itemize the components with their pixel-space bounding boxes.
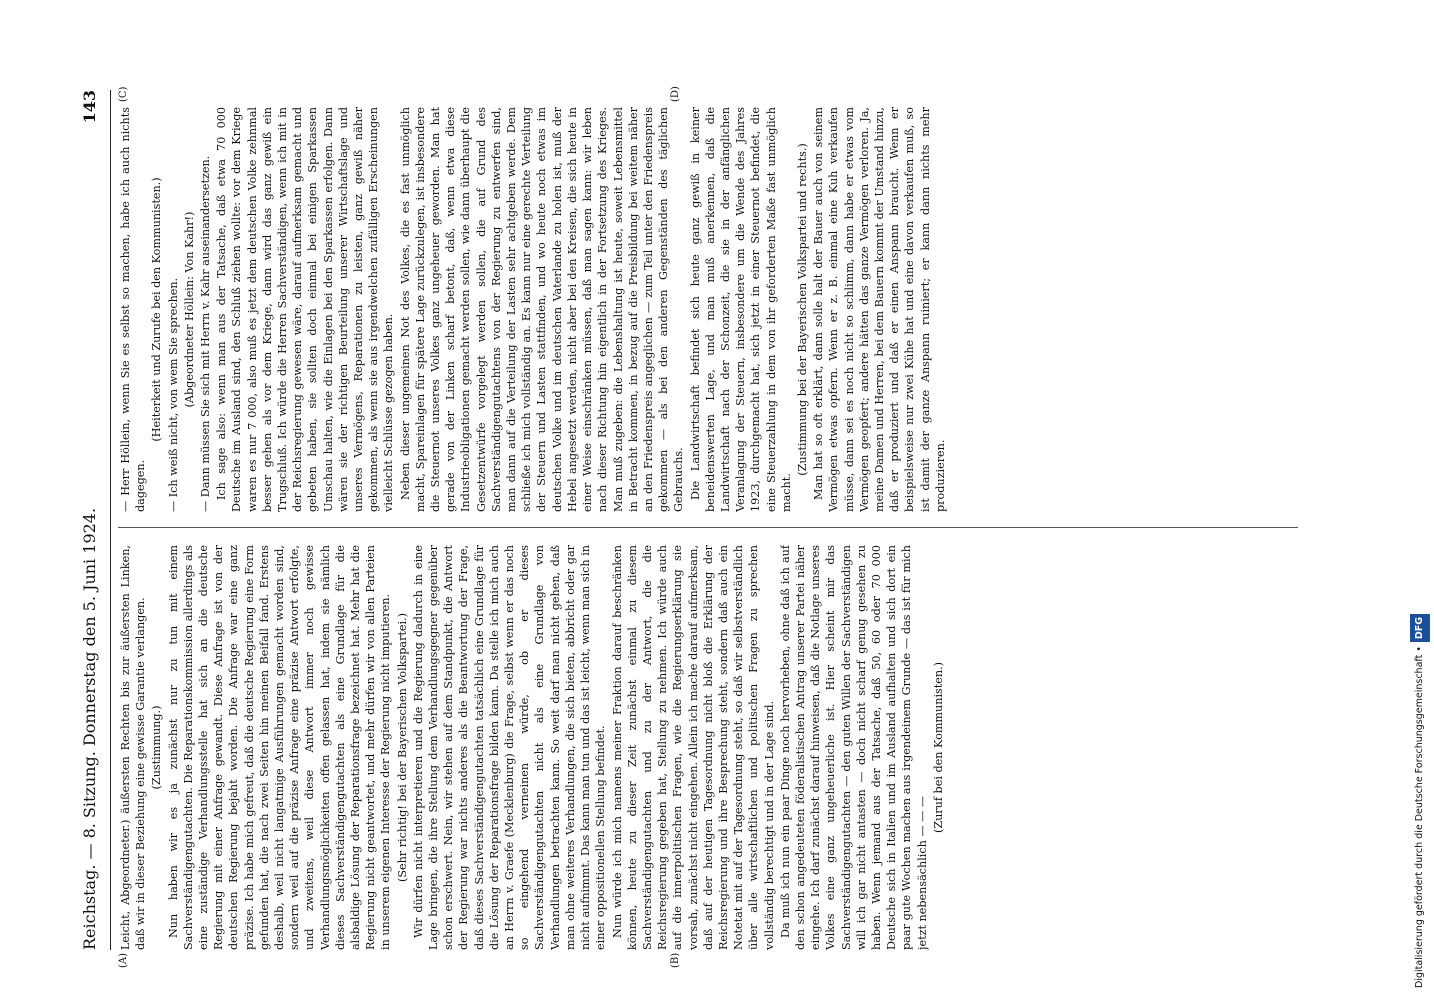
paragraph: Neben dieser ungemeinen Not des Volkes, die es fast unmöglich macht, Spareinlagen für spätere Lage zurückzulegen, ist insbesondere die Steuernot unseres Volkes ganz ungeheuer geworden. Man hat gerade von der Linken scharf betont, daß, wenn etwa diese Industrieobligationen gemacht werden sollen, wie dann überhaupt die Gesetzentwürfe vorgelegt werden sollen, die auf Grund des Sachverständigengutachtens von der Regierung zu entwerfen sind, man dann auf die Verteilung der Lasten sehr achtgeben werde. Dem schließe ich mich vollständig an. Es kann nur eine gerechte Verteilung der Steuern und Lasten stattfinden, und wo heute noch etwas im deutschen Volke und im deutschen Vaterlande zu holen ist, muß der Hebel angesetzt werden, nicht aber bei den Kreisen, die sich heute in einer Weise einschränken müssen, daß man sagen kann: wir leben nach dieser Richtung hin eigentlich in der Fortsetzung des Krieges. Man muß zugeben: die Lebenshaltung ist heute, soweit Lebensmittel in Betracht kommen, in bezug auf die Preisbildung bei weitem näher an den Friedenspreis angeglichen — zum Teil unter den Friedenspreis gekommen — als bei den anderen Gegenständen des täglichen Gebrauchs. bbox=[398, 107, 686, 512]
page-header bbox=[70, 90, 111, 950]
credit-text: Digitalisierung gefördert durch die Deutsche Forschungsgemeinschaft • bbox=[1414, 646, 1425, 988]
margin-marker-a: (A) bbox=[118, 952, 129, 968]
paragraph: Man hat so oft erklärt, dann solle halt der Bauer auch von seinem Vermögen etwas opfern. Wenn er z. B. einmal eine Kuh verkaufen müsse, dann sei es noch nicht so schlimm, dann habe er etwas vom Vermögen geopfert; andere hätten das ganze Vermögen verloren. Ja, meine Damen und Herren, bei dem Bauern kommt der Umstand hinzu, daß er produziert und daß er einen Anspann braucht. Wenn er beispielsweise nur zwei Kühe hat und eine davon verkaufen muß, so ist damit der ganze Anspann ruiniert; er kann dann nichts mehr produzieren. bbox=[812, 107, 947, 512]
paragraph: Leicht, Abgeordneter.) äußersten Rechten bis zur äußersten Linken, daß wir in dieser Beziehung eine gewisse Garantie verlangen. bbox=[119, 545, 148, 950]
paragraph: Wir dürfen nicht interpretieren und die Regierung dadurch in eine Lage bringen, die ihre Stellung dem Verhandlungsgegner gegenüber schon erschwert. Nein, wir stehen auf dem Standpunkt, die Antwort der Regierung war nichts anderes als die Beantwortung der Frage, daß dieses Sachverständigengutachten tatsächlich eine Grundlage für die Lösung der Reparationsfrage bilden kann. Da stelle ich mich auch an Herrn v. Graefe (Mecklenburg) die Frage, selbst wenn er das noch so eingehend verneinen würde, ob er dieses Sachverständigengutachten nicht als eine Grundlage von Verhandlungen betrachten kann. So weit darf man nicht gehen, daß man ohne weiteres Verhandlungen, die sich bieten, abbricht oder gar nicht aufnimmt. Das kann man tun und das ist leicht, wenn man sich in einer oppositionellen Stellung befindet. bbox=[411, 545, 608, 950]
paragraph: Ich sage also: wenn man aus der Tatsache, daß etwa 70 000 Deutsche im Ausland sind, den Schluß ziehen wollte: vor dem Kriege waren es nur 7 000, also muß es jetzt dem deutschen Volke zehnmal besser gehen als vor dem Kriege, dann wird das ganz gewiß ein Trugschluß. Ich würde die Herren Sachverständigen, wenn ich mit in der Reichsregierung gewesen wäre, darauf aufmerksam gemacht und gebeten haben, sie sollten doch einmal bei einigen Sparkassen Umschau halten, wie die Einlagen bei den Sparkassen erfolgen. Dann wären sie der richtigen Beurteilung unserer Wirtschaftslage und unseres Vermögens, Reparationen zu leisten, ganz gewiß näher gekommen, als wenn sie aus irgendwelchen zufälligen Erscheinungen vielleicht Schlüsse gezogen haben. bbox=[215, 107, 396, 512]
page-number: 143 bbox=[80, 90, 99, 124]
dfg-logo: DFG bbox=[1410, 614, 1430, 642]
interjection: (Zustimmung bei der Bayerischen Volkspartei und rechts.) bbox=[795, 143, 809, 476]
running-head: Reichstag. — 8. Sitzung. Donnerstag den 5. Juni 1924. bbox=[80, 507, 99, 950]
right-text-column bbox=[118, 107, 1308, 512]
paragraph: Die Landwirtschaft befindet sich heute ganz gewiß in keiner beneidenswerten Lage, und man muß anerkennen, daß die Landwirtschaft nach der Schonzeit, die sie in der anfänglichen Veranlagung der Steuern, insbesondere um die Wende des Jahres 1923, durchgemacht hat, sich jetzt in einer Steuernot befindet, die eine Steuerzahlung in dem von ihr geforderten Maße fast unmöglich macht. bbox=[688, 107, 793, 512]
interjection: (Heiterkeit und Zurufe bei den Kommunisten.) bbox=[150, 177, 164, 442]
left-text-column bbox=[118, 545, 1308, 950]
paragraph: — Herr Höllein, wenn Sie es selbst so machen, habe ich auch nichts dagegen. bbox=[119, 107, 148, 512]
margin-marker-b: (B) bbox=[670, 952, 681, 968]
interjection: (Zuruf bei den Kommunisten.) bbox=[931, 661, 945, 834]
interjection: (Zustimmung.) bbox=[150, 705, 164, 790]
digitization-credit bbox=[1410, 8, 1432, 993]
interjection: (Sehr richtig! bei der Bayerischen Volkspartei.) bbox=[395, 612, 409, 883]
rotated-journal-page bbox=[70, 86, 1320, 968]
interjection: (Abgeordneter Höllein: Von Kahr!) bbox=[182, 211, 196, 408]
paragraph: Nun haben wir es ja zunächst nur zu tun mit einem Sachverständigengutachten. Die Reparationskommission allerdings als eine zuständige Verhandlungsstelle hat sich an die deutsche Regierung mit einer Anfrage gewandt. Diese Anfrage ist von der deutschen Regierung bejaht worden. Die Anfrage war eine ganz präzise. Ich habe mich gefreut, daß die deutsche Regierung eine Form gefunden hat, die nach zwei Seiten hin meinen Beifall fand. Erstens deshalb, weil nicht langatmige Ausführungen gemacht worden sind, sondern weil auf die präzise Anfrage eine präzise Antwort erfolgte, und zweitens, weil diese Antwort immer noch gewisse Verhandlungsmöglichkeiten offen gelassen hat, indem sie nämlich dieses Sachverständigengutachten als eine Grundlage für die alsbaldige Lösung der Reparationsfrage bezeichnet hat. Mehr hat die Regierung nicht geantwortet, und mehr dürfen wir von allen Parteien in unserem eigenen Interesse der Regierung nicht imputieren. bbox=[166, 545, 393, 950]
paragraph: Nun würde ich mich namens meiner Fraktion darauf beschränken können, heute zu dieser Zeit zunächst einmal zu diesem Sachverständigengutachten und zu der Antwort, die die Reichsregierung gegeben hat, Stellung zu nehmen. Ich würde auch auf die innerpolitischen Fragen, wie die Regierungserklärung sie vorsah, zunächst nicht eingehen. Allein ich mache darauf aufmerksam, daß auf der heutigen Tagesordnung nicht bloß die Erklärung der Reichsregierung und ihre Besprechung steht, sondern daß auch ein Notetat mit auf der Tagesordnung steht, so daß wir selbstverständlich über alle wirtschaftlichen und politischen Fragen zu sprechen vollständig berechtigt und in der Lage sind. bbox=[610, 545, 776, 950]
paragraph: Da muß ich nun ein paar Dinge noch hervorheben, ohne daß ich auf den schon angedeuteten föderalistischen Antrag unserer Partei näher eingehe. Ich darf zunächst darauf hinweisen, daß die Notlage unseres Volkes eine ganz ungeheuerliche ist. Hier scheint mir das Sachverständigengutachten — den guten Willen der Sachverständigen will ich gar nicht antasten — doch nicht scharf genug gesehen zu haben. Wenn jemand aus der Tatsache, daß 50, 60 oder 70 000 Deutsche sich in Italien und im Ausland aufhalten und sich dort ein paar gute Wochen machen aus irgendeinem Grunde — das ist für mich jetzt nebensächlich — — — bbox=[778, 545, 929, 950]
margin-marker-c: (C) bbox=[118, 86, 129, 102]
column-divider bbox=[118, 527, 1298, 528]
margin-marker-d: (D) bbox=[670, 86, 681, 102]
paragraph: — Dann müssen Sie sich mit Herrn v. Kahr auseinandersetzen. bbox=[199, 155, 213, 512]
paragraph: — Ich weiß nicht, von wem Sie sprechen. bbox=[166, 277, 180, 512]
